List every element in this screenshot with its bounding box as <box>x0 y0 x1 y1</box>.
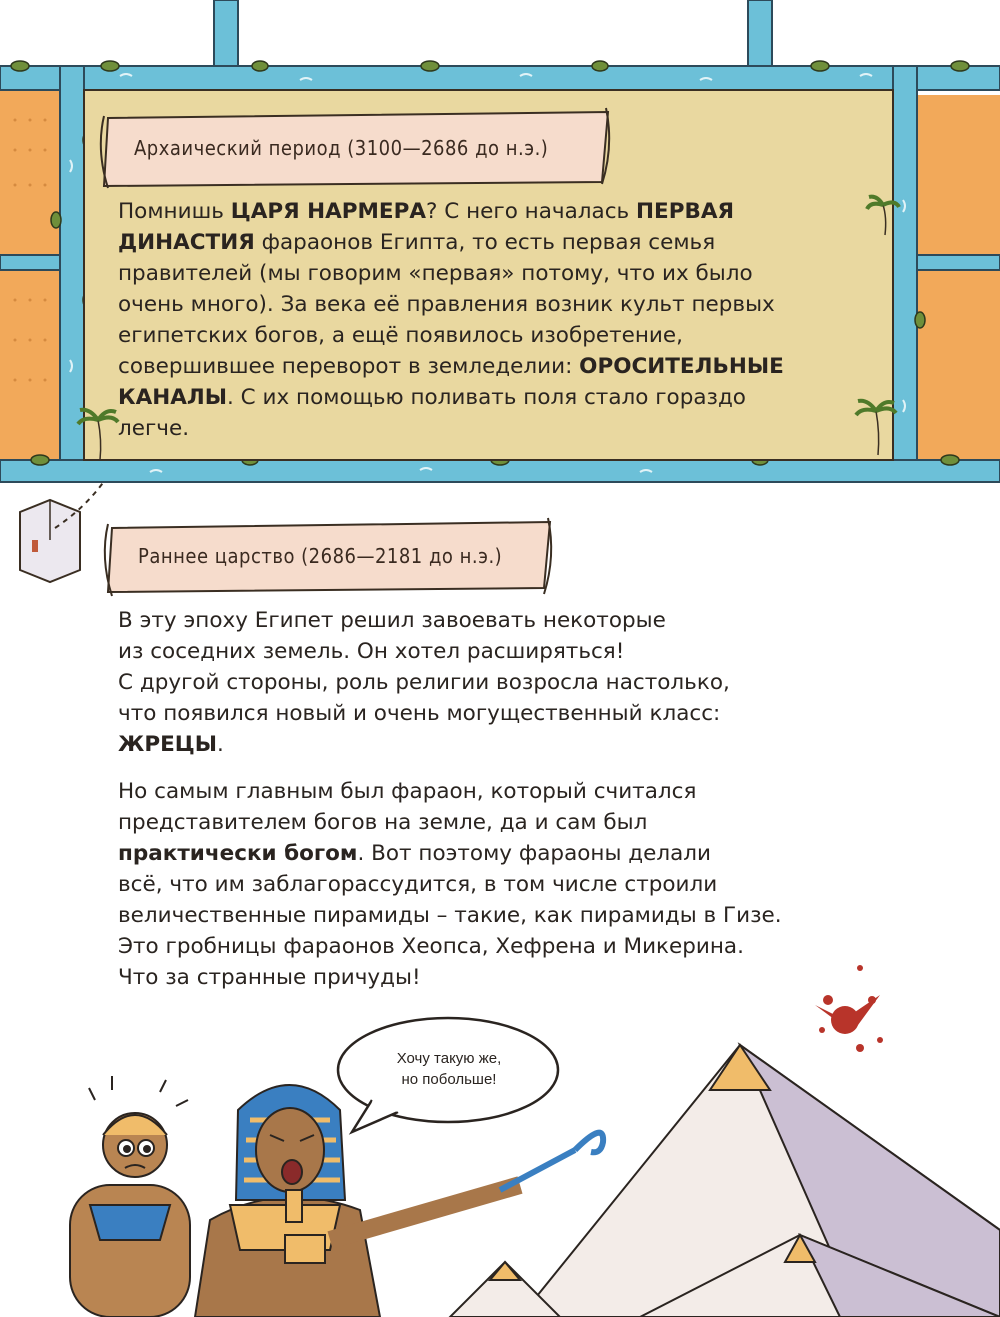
text-line <box>118 413 878 444</box>
bold-term: ЦАРЯ НАРМЕРА <box>230 199 427 224</box>
bold-term: ЖРЕЦЫ <box>118 732 217 757</box>
text-line <box>118 729 878 760</box>
text-run: легче. <box>118 416 190 441</box>
text-line <box>118 320 878 351</box>
text-line <box>118 698 878 729</box>
text-run: из соседних земель. Он хотел расширяться! <box>118 639 625 664</box>
text-run: ? С него началась <box>426 199 637 224</box>
bubble-line-1: Хочу такую же, <box>396 1050 502 1067</box>
text-line <box>118 962 878 993</box>
section-1-text <box>118 196 878 444</box>
text-line <box>118 636 878 667</box>
paragraph <box>118 605 878 760</box>
bold-term: ДИНАСТИЯ <box>118 230 255 255</box>
pharaoh-character <box>195 1085 603 1317</box>
text-run: фараонов Египта, то есть первая семья <box>254 230 716 255</box>
text-run: представителем богов на земле, да и сам был <box>118 810 648 835</box>
text-run: . Вот поэтому фараоны делали <box>357 841 711 866</box>
text-run: что появился новый и очень могущественный класс: <box>118 701 721 726</box>
text-run: величественные пирамиды – такие, как пирамиды в Гизе. <box>118 903 782 928</box>
text-run: В эту эпоху Египет решил завоевать некоторые <box>118 608 666 633</box>
text-run: Это гробницы фараонов Хеопса, Хефрена и Микерина. <box>118 934 744 959</box>
bubble-line-2: но побольше! <box>401 1071 497 1088</box>
bold-term: ОРОСИТЕЛЬНЫЕ <box>579 354 784 379</box>
text-line <box>118 931 878 962</box>
text-line <box>118 869 878 900</box>
text-run: всё, что им заблагорассудится, в том числе строили <box>118 872 718 897</box>
speech-bubble-text <box>354 1048 544 1090</box>
text-line <box>118 227 878 258</box>
text-run: . С их помощью поливать поля стало гораздо <box>226 385 746 410</box>
section-2-text <box>118 605 878 1009</box>
text-line <box>118 900 878 931</box>
text-line <box>118 667 878 698</box>
text-line <box>118 351 878 382</box>
text-line <box>118 605 878 636</box>
text-run: очень много). За века её правления возник культ первых <box>118 292 775 317</box>
servant-character <box>70 1076 190 1317</box>
text-line <box>118 289 878 320</box>
text-run: правителей (мы говорим «первая» потому, что их было <box>118 261 753 286</box>
text-line <box>118 196 878 227</box>
bold-term: ПЕРВАЯ <box>636 199 735 224</box>
text-run: . <box>217 732 224 757</box>
bold-term: КАНАЛЫ <box>118 385 227 410</box>
fields-left <box>0 90 60 460</box>
text-run: С другой стороны, роль религии возросла настолько, <box>118 670 730 695</box>
text-line <box>118 838 878 869</box>
text-line <box>118 807 878 838</box>
text-run: совершившее переворот в земледелии: <box>118 354 580 379</box>
fields-right <box>915 95 1000 463</box>
text-line <box>118 258 878 289</box>
text-run: египетских богов, а ещё появилось изобретение, <box>118 323 683 348</box>
text-run: Что за странные причуды! <box>118 965 421 990</box>
text-run: Но самым главным был фараон, который считался <box>118 779 697 804</box>
section-2-title: Раннее царство (2686—2181 до н.э.) <box>138 544 503 568</box>
text-line <box>118 382 878 413</box>
section-1-title: Архаический период (3100—2686 до н.э.) <box>134 136 549 160</box>
bold-term: практически богом <box>118 841 358 866</box>
text-line <box>118 776 878 807</box>
paragraph <box>118 776 878 993</box>
text-run: Помнишь <box>118 199 231 224</box>
house-icon <box>20 480 105 582</box>
